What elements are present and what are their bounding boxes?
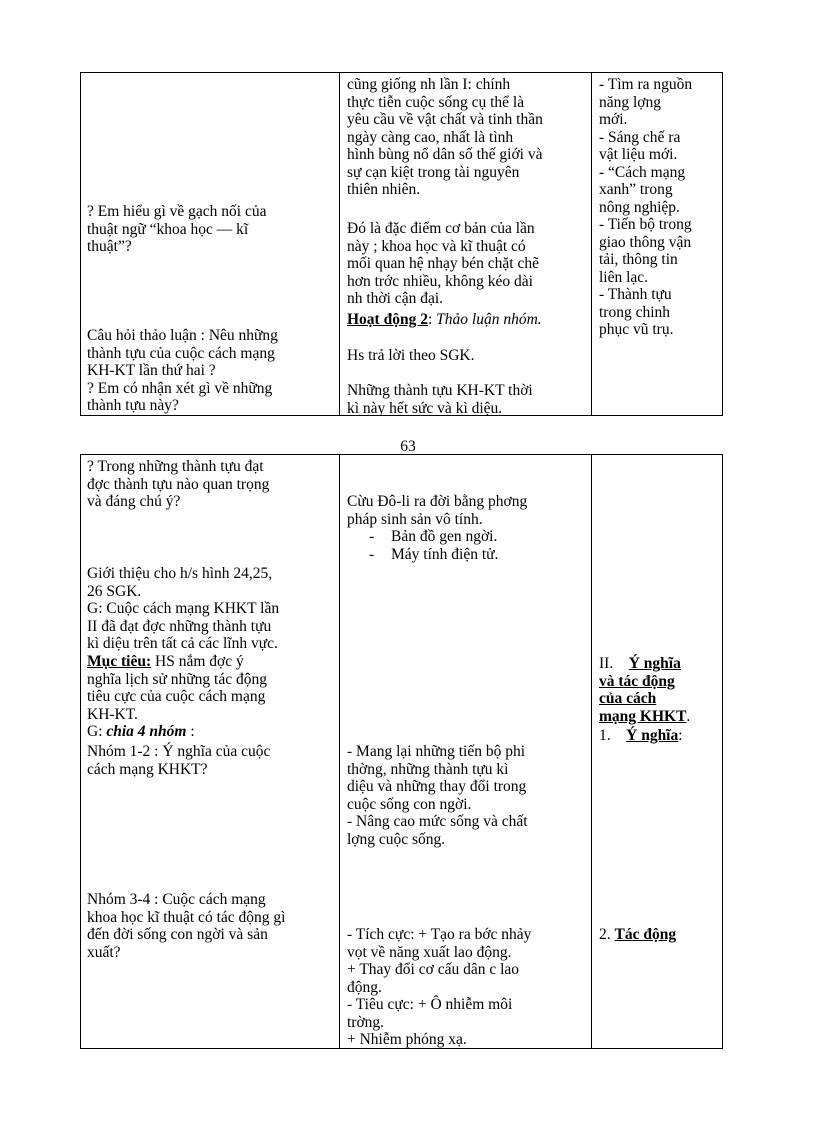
activity-heading: Hoạt động 2: Thảo luận nhóm. — [347, 311, 542, 328]
item-impact-heading: 2. Tác động — [599, 926, 677, 943]
content-cell — [599, 73, 721, 415]
achievement-remark: Những thành tựu KH-KT thời kì này hết sức và kì diệu. — [347, 382, 533, 415]
answer-note: Hs trả lời theo SGK. — [347, 347, 475, 364]
meaning-answer: - Mang lại những tiến bộ phi thờng, những thành tựu kì diệu và những thay đổi trong cuộc sống con ngời. - Nâng cao mức sống và chất lợng cuộc sống. — [347, 743, 528, 848]
learning-goal: Mục tiêu: HS nắm đợc ý nghĩa lịch sử những tác động tiêu cực của cuộc cách mạng KH-KT. — [87, 653, 267, 723]
column-divider — [339, 455, 340, 1048]
dolly-answer: Cừu Đô-li ra đời bằng phơng pháp sinh sản vô tính. — [347, 493, 528, 528]
list-item: - Bản đồ gen ngời. — [369, 528, 498, 545]
activity-label: Hoạt động 2 — [347, 311, 428, 328]
content-cell — [599, 455, 721, 1048]
column-divider — [591, 455, 592, 1048]
teacher-intro: Giới thiệu cho h/s hình 24,25, 26 SGK. G: Cuộc cách mạng KHKT lần II đã đạt đợc những thành tựu kì diệu trên tất cả các lĩnh vực. — [87, 565, 280, 652]
item-meaning-heading: 1. Ý nghĩa: — [599, 727, 683, 744]
list-item: - Máy tính điện tử. — [369, 545, 499, 563]
activity-text: Thảo luận nhóm. — [436, 311, 542, 328]
group-3-4-question: Nhóm 3-4 : Cuộc cách mạng khoa học kĩ thuật có tác động gì đến đời sống con ngời và sản xuất? — [87, 891, 286, 961]
page-number: 63 — [400, 438, 416, 455]
group-label: chia 4 nhóm — [106, 723, 187, 740]
teacher-activity-cell — [87, 73, 337, 415]
group-division: G: chia 4 nhóm : — [87, 723, 195, 740]
goal-label: Mục tiêu: — [87, 653, 152, 670]
achievement-list: - Tìm ra nguồn năng lợng mới. - Sáng chế ra vật liệu mới. - “Cách mạng xanh” trong nông nghiệp. - Tiến bộ trong giao thông vận tải, thông tin liên lạc. - Thành tựu trong chinh phục vũ trụ. — [599, 76, 693, 338]
table-top — [80, 72, 723, 416]
question-important-achievement: ? Trong những thành tựu đạt đợc thành tựu nào quan trọng và đáng chú ý? — [87, 458, 270, 510]
discussion-question: Câu hỏi thảo luận : Nêu những thành tựu của cuộc cách mạng KH-KT lần thứ hai ? ? Em có nhận xét gì về những thành tựu này? — [87, 327, 278, 414]
group-1-2-question: Nhóm 1-2 : Ý nghĩa của cuộc cách mạng KHKT? — [87, 743, 271, 778]
impact-answer: - Tích cực: + Tạo ra bớc nhảy vọt về năng xuất lao động. + Thay đổi cơ cấu dân c lao động. - Tiêu cực: + Ô nhiễm môi trờng. + Nhiễm phóng xạ. — [347, 926, 532, 1048]
column-divider — [591, 73, 592, 415]
paragraph-characteristic: Đó là đặc điểm cơ bản của lần này ; khoa học và kĩ thuật có mối quan hệ nhạy bén chặt chẽ hơn trớc nhiều, không kéo dài nh thời cận đại. — [347, 220, 539, 307]
bullet-list — [369, 528, 589, 563]
column-divider — [339, 73, 340, 415]
paragraph-cause: cũng giống nh lần I: chính thực tiễn cuộc sống cụ thể là yêu cầu về vật chất và tinh thần ngày càng cao, nhất là tình hình bùng nổ dân số thế giới và sự cạn kiệt trong tài nguyên thiên nhiên. — [347, 76, 543, 198]
question-term-meaning: ? Em hiểu gì về gạch nối của thuật ngữ “khoa học — kĩ thuật”? — [87, 203, 267, 255]
table-bottom — [80, 454, 723, 1049]
section-heading: II. Ý nghĩa và tác động của cách mạng KHKT. — [599, 655, 691, 725]
student-activity-cell — [347, 73, 589, 415]
student-activity-cell — [347, 455, 589, 1048]
teacher-activity-cell — [87, 455, 337, 1048]
